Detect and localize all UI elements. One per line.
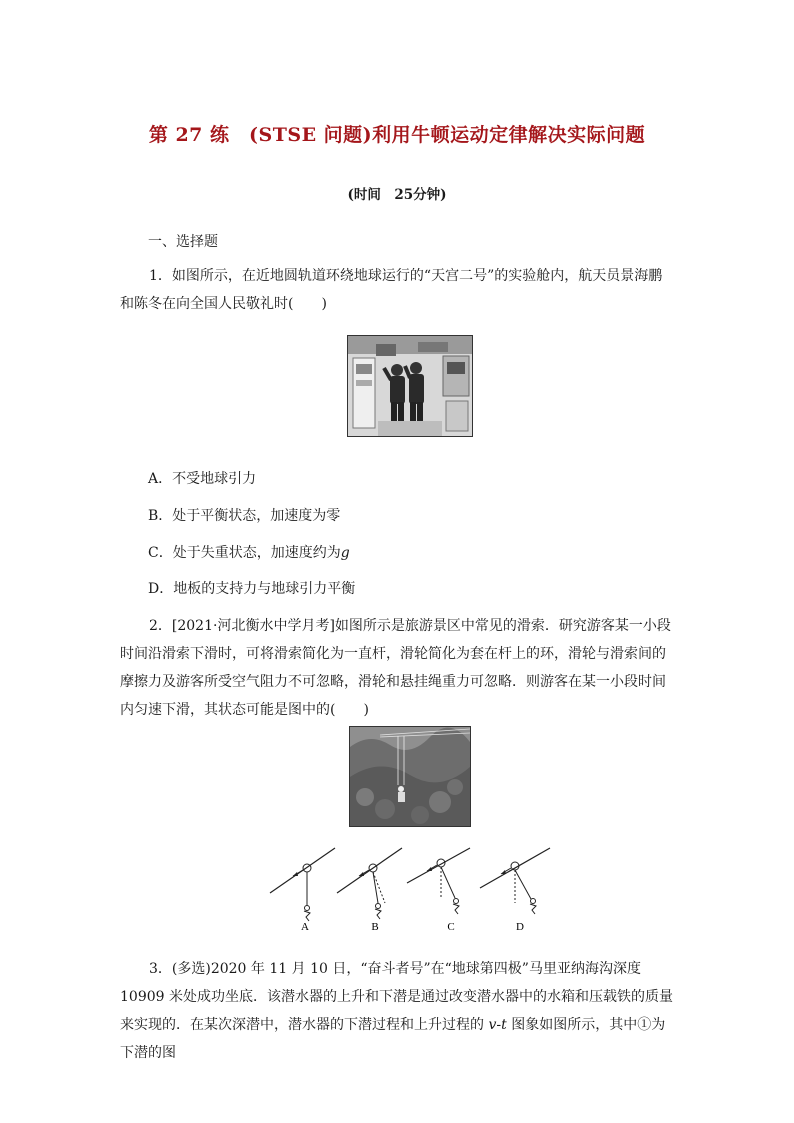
vt-dash: - <box>496 1017 502 1033</box>
question-3-stem <box>120 955 676 1067</box>
velocity-symbol: v <box>488 1017 497 1033</box>
question-2-stem: 2．[2021·河北衡水中学月考]如图所示是旅游景区中常见的滑索．研究游客某一小段时间沿滑索下滑时，可将滑索简化为一直杆，滑轮简化为套在杆上的环，滑轮与滑索间的摩擦力及游客所受空气阻力不可忽略，滑轮和悬挂绳重力可忽略．则游客在某一小段时间内匀速下滑，其状态可能是图中的( ) <box>120 618 671 718</box>
diagram-label-b: B <box>371 921 379 933</box>
q1-option-c-text: C．处于失重状态，加速度约为 <box>148 545 341 561</box>
astronauts-photo <box>347 335 473 437</box>
gravity-symbol: g <box>340 545 350 561</box>
diagram-option-c <box>407 848 470 933</box>
section-heading: 一、选择题 <box>148 234 218 250</box>
diagram-label-c: C <box>447 921 455 933</box>
q1-option-c <box>148 542 350 562</box>
q1-option-b: B．处于平衡状态，加速度为零 <box>148 508 341 524</box>
q3-text-after: 图象如图所示，其中①为下潜的图 <box>120 1017 666 1061</box>
q1-option-a: A．不受地球引力 <box>148 471 257 487</box>
diagram-option-a <box>270 848 335 933</box>
page-title: 第 27 练 (STSE 问题)利用牛顿运动定律解决实际问题 <box>148 124 646 146</box>
diagram-option-b <box>337 848 402 933</box>
zipline-photo <box>349 726 471 827</box>
q3-text-before: 3．(多选)2020 年 11 月 10 日，“奋斗者号”在“地球第四极”马里亚纳海沟深度 10909 米处成功坐底．该潜水器的上升和下潜是通过改变潜水器中的水箱和压载铁的质量来实现的．在某次深潜中，潜水器的下潜过程和上升过程的 <box>120 961 673 1033</box>
options-diagram <box>265 843 555 935</box>
diagram-label-d: D <box>516 921 524 933</box>
diagram-label-a: A <box>301 921 309 933</box>
q1-option-d: D．地板的支持力与地球引力平衡 <box>148 581 356 597</box>
time-symbol: t <box>501 1017 507 1033</box>
time-limit: (时间 25分钟) <box>347 187 447 203</box>
diagram-option-d <box>480 848 550 933</box>
question-1-stem: 1．如图所示，在近地圆轨道环绕地球运行的“天宫二号”的实验舱内，航天员景海鹏和陈冬在向全国人民敬礼时( ) <box>120 268 663 312</box>
